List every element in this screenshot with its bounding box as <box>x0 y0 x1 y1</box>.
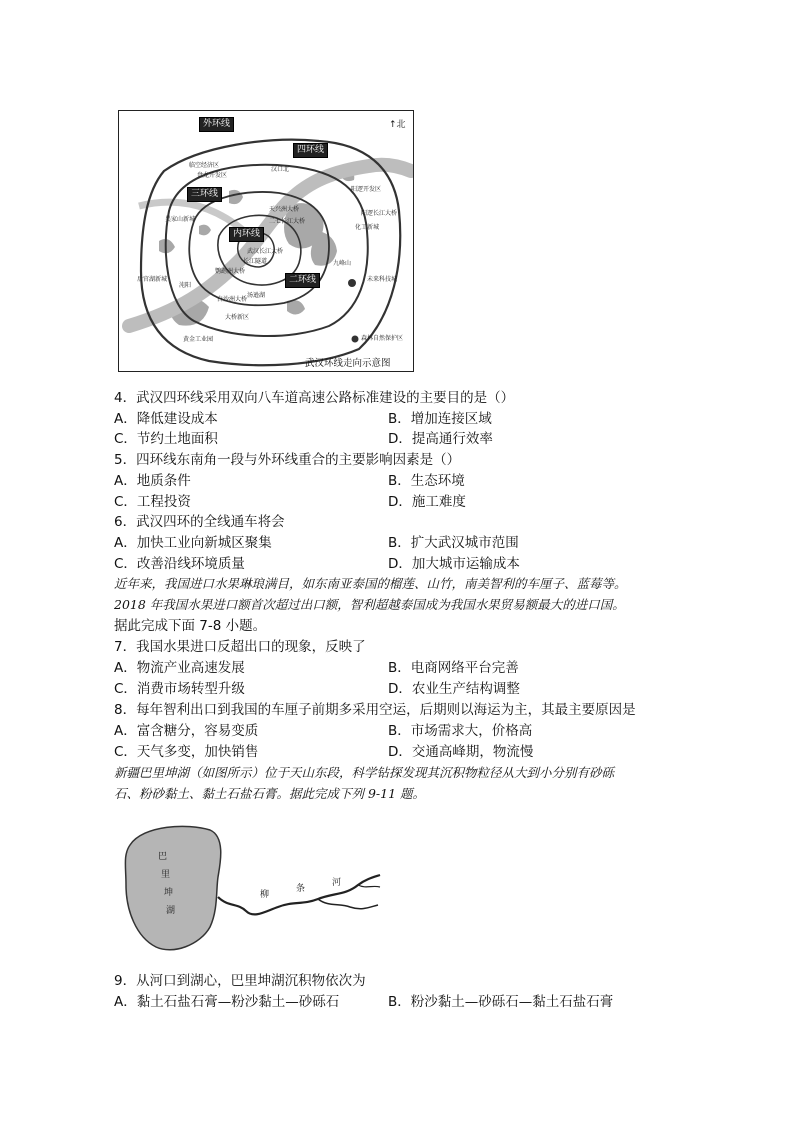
q8-option-a: A．富含糖分，容易变质 <box>114 723 259 739</box>
place-wujiashan: 吴家山新城 <box>165 216 196 223</box>
map1-caption: 武汉环线走向示意图 <box>305 358 391 369</box>
outer-ring-label: 外环线 <box>199 117 234 132</box>
river-char-2: 条 <box>296 884 306 894</box>
place-chenzhu: 沌阳 <box>179 282 192 289</box>
place-mt: 九峰山 <box>333 260 352 267</box>
place-tianxingzhou: 天兴洲大桥 <box>269 206 300 213</box>
second-ring-label: 二环线 <box>285 273 320 288</box>
place-daqiao: 大桥新区 <box>225 314 250 321</box>
q5-option-c: C．工程投资 <box>114 494 191 510</box>
passage1-line1: 近年来，我国进口水果琳琅满目，如东南亚泰国的榴莲、山竹，南美智利的车厘子、蓝莓等。 <box>114 576 627 591</box>
fourth-ring-label: 四环线 <box>293 143 328 158</box>
passage2-line1: 新疆巴里坤湖（如图所示）位于天山东段，科学钻探发现其沉积物粒径从大到小分别有砂砾 <box>114 765 615 780</box>
place-wuhan-bridge: 武汉长江大桥 <box>247 248 284 255</box>
q7-option-a: A．物流产业高速发展 <box>114 660 245 676</box>
inner-ring-label: 内环线 <box>229 227 264 242</box>
passage2-line2: 石、粉砂黏土、黏土石盐石膏。据此完成下列 9-11 题。 <box>114 786 426 801</box>
lake-drawing <box>118 815 388 965</box>
passage1-line2: 2018 年我国水果进口额首次超过出口额，智利超越泰国成为我国水果贸易额最大的进口国。 <box>114 597 625 612</box>
barkol-lake-map <box>118 815 388 965</box>
q9-option-a: A．黏土石盐石膏—粉沙黏土—砂砾石 <box>114 994 340 1010</box>
q4-option-d: D．提高通行效率 <box>388 431 493 447</box>
place-airport: 临空经济区 <box>189 162 220 169</box>
place-yangtze-tunnel: 长江隧道 <box>243 258 268 265</box>
place-yingwuzhou: 鹦鹉洲大桥 <box>215 268 246 275</box>
q6-option-c: C．改善沿线环境质量 <box>114 556 245 572</box>
q5-option-b: B．生态环境 <box>388 473 465 489</box>
q7-option-b: B．电商网络平台完善 <box>388 660 519 676</box>
q9-stem: 9．从河口到湖心，巴里坤湖沉积物依次为 <box>114 973 366 989</box>
q7-stem: 7．我国水果进口反超出口的现象，反映了 <box>114 639 366 655</box>
place-houguanhu: 后官湖新城 <box>137 276 168 283</box>
place-huagong: 化工新城 <box>355 224 380 231</box>
lake-char-2: 里 <box>161 870 171 880</box>
q5-option-d: D．施工难度 <box>388 494 466 510</box>
place-tangxun: 汤逊湖 <box>247 292 266 299</box>
third-ring-label: 三环线 <box>187 187 222 202</box>
q6-stem: 6．武汉四环的全线通车将会 <box>114 514 285 530</box>
place-panlong: 盘龙开发区 <box>197 172 228 179</box>
q4-stem: 4．武汉四环线采用双向八车道高速公路标准建设的主要目的是（） <box>114 390 515 406</box>
north-arrow: ↑北 <box>389 120 406 130</box>
q4-option-a: A．降低建设成本 <box>114 411 218 427</box>
map-drawing <box>119 111 414 372</box>
place-yangluo: 阳逻开发区 <box>351 186 382 193</box>
place-forest-legend: 森林自然保护区 <box>361 335 404 342</box>
north-label: 北 <box>396 120 406 130</box>
wuhan-ring-road-map <box>118 110 414 372</box>
place-future: 未来科技城 <box>367 276 398 283</box>
q5-stem: 5．四环线东南角一段与外环线重合的主要影响因素是（） <box>114 452 461 468</box>
q6-option-a: A．加快工业向新城区聚集 <box>114 535 272 551</box>
place-erqi: 二七长江大桥 <box>269 218 306 225</box>
lake-char-4: 湖 <box>166 906 176 916</box>
q8-stem: 8．每年智利出口到我国的车厘子前期多采用空运，后期则以海运为主，其最主要原因是 <box>114 702 636 718</box>
lake-char-1: 巴 <box>158 852 168 862</box>
place-hankou-north: 汉口北 <box>271 166 290 173</box>
q6-option-b: B．扩大武汉城市范围 <box>388 535 519 551</box>
q6-option-d: D．加大城市运输成本 <box>388 556 520 572</box>
place-baishazhou: 白沙洲大桥 <box>217 296 248 303</box>
river-char-1: 柳 <box>260 890 270 900</box>
lake-char-3: 坤 <box>164 888 174 898</box>
q9-option-b: B．粉沙黏土—砂砾石—黏土石盐石膏 <box>388 994 614 1010</box>
place-huangjin: 黄金工业园 <box>183 336 214 343</box>
passage1-line3: 据此完成下面 7-8 小题。 <box>114 618 267 634</box>
q4-option-b: B．增加连接区域 <box>388 411 492 427</box>
q7-option-d: D．农业生产结构调整 <box>388 681 520 697</box>
river-char-3: 河 <box>332 878 342 888</box>
q8-option-d: D．交通高峰期，物流慢 <box>388 744 534 760</box>
q4-option-c: C．节约土地面积 <box>114 431 218 447</box>
q7-option-c: C．消费市场转型升级 <box>114 681 245 697</box>
q8-option-c: C．天气多变，加快销售 <box>114 744 259 760</box>
q5-option-a: A．地质条件 <box>114 473 191 489</box>
q8-option-b: B．市场需求大，价格高 <box>388 723 533 739</box>
place-yangluo-bridge: 阳逻长江大桥 <box>361 210 398 217</box>
